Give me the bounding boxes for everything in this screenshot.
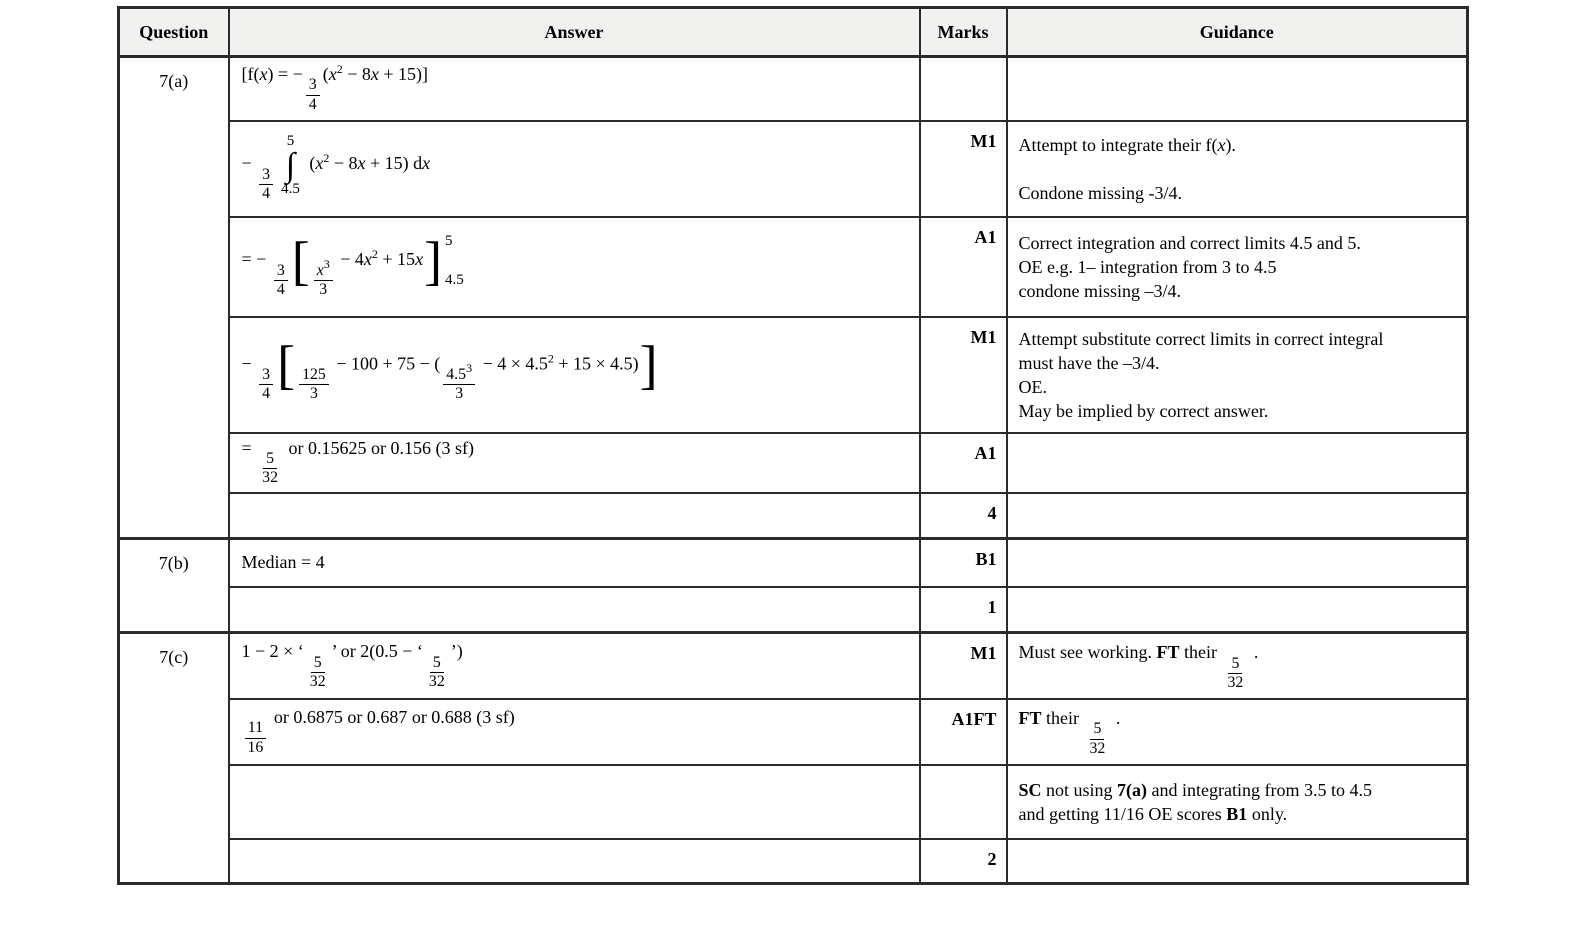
fraction: $\frac{125}{3}$ — [299, 366, 329, 403]
guidance-line: OE e.g. 1– integration from 3 to 4.5 — [1018, 256, 1277, 277]
answer-cell: − $\frac{3}{4}$ 5 ∫ 4.5 $(x^2 - 8x + 15)$ dx — [229, 121, 920, 217]
table-row — [119, 317, 1468, 433]
fraction: $\frac{11}{16}$ — [245, 719, 267, 756]
question-label-7a: 7(a) — [119, 57, 229, 539]
guidance-cell — [1007, 839, 1468, 884]
guidance-cell — [1007, 317, 1468, 433]
header-row — [119, 8, 1468, 57]
table-row — [119, 699, 1468, 765]
table-row — [119, 765, 1468, 839]
answer-cell — [229, 493, 920, 539]
bracket-limits: 5 4.5 — [445, 232, 464, 288]
table-row — [119, 121, 1468, 217]
answer-cell: − $\frac{3}{4}$ [ $\frac{125}{3}$ − 100 + 75 − ( $\frac{4.5^3}{3}$ − $4 \times 4.5^2 + 15 \times 4.5$)] — [229, 317, 920, 433]
mark-cell: M1 — [920, 317, 1007, 433]
guidance-line: condone missing –3/4. — [1018, 280, 1181, 301]
superscript: 2 — [323, 151, 330, 166]
fraction: $\frac{5}{32}$ — [262, 450, 278, 487]
header-question: Question — [119, 8, 229, 57]
superscript: 2 — [547, 351, 554, 366]
answer-cell — [229, 587, 920, 633]
guidance-line — [1019, 157, 1459, 181]
guidance-cell — [1007, 493, 1468, 539]
table-row — [119, 57, 1468, 121]
question-label-7c: 7(c) — [119, 633, 229, 884]
guidance-cell — [1007, 433, 1468, 493]
guidance-line: FT their $\frac{5}{32}$ . — [1018, 707, 1121, 757]
mark-cell: M1 — [920, 121, 1007, 217]
mark-cell: M1 — [920, 633, 1007, 699]
guidance-cell — [1007, 765, 1468, 839]
mark-cell — [920, 57, 1007, 121]
fraction: $\frac{5}{32}$ — [428, 653, 445, 690]
superscript: 3 — [323, 256, 330, 271]
guidance-cell — [1007, 539, 1468, 587]
fraction: $\frac{3}{4}$ — [306, 76, 320, 113]
mark-cell — [920, 765, 1007, 839]
answer-cell: Median = 4 — [229, 539, 920, 587]
mark-cell: 4 — [920, 493, 1007, 539]
guidance-line: Attempt substitute correct limits in correct integral — [1018, 328, 1384, 349]
fraction: $\frac{3}{4}$ — [259, 366, 273, 403]
guidance-cell — [1007, 633, 1468, 699]
answer-cell: = − $\frac{3}{4}$ [ $\frac{x^3}{3}$ − $4x^2 + 15x$] 5 4.5 — [229, 217, 920, 317]
fraction: $\frac{4.5^3}{3}$ — [443, 366, 475, 403]
guidance-line: Condone missing -3/4. — [1018, 182, 1183, 203]
table-row — [119, 539, 1468, 587]
superscript: 3 — [466, 360, 473, 375]
table-row — [119, 433, 1468, 493]
fraction: $\frac{x^3}{3}$ — [314, 262, 333, 299]
answer-cell: [f(x) = − $\frac{3}{4}$ $(x^2 - 8x + 15)$] — [229, 57, 920, 121]
big-bracket: ] — [639, 334, 658, 395]
answer-cell — [229, 839, 920, 884]
integral-upper-limit: 5 — [286, 133, 295, 150]
guidance-line: Must see working. FT their $\frac{5}{32}$ . — [1018, 642, 1259, 691]
mark-cell: 1 — [920, 587, 1007, 633]
guidance-line: OE. — [1018, 376, 1047, 397]
mark-cell: B1 — [920, 539, 1007, 587]
mark-cell: A1 — [920, 217, 1007, 317]
table-row — [119, 839, 1468, 884]
guidance-line: and getting 11/16 OE scores B1 only. — [1018, 803, 1288, 824]
big-bracket: ] — [424, 230, 443, 291]
guidance-line: must have the –3/4. — [1018, 352, 1160, 373]
guidance-line: SC not using 7(a) and integrating from 3.5 to 4.5 — [1018, 779, 1372, 800]
mark-cell: A1 — [920, 433, 1007, 493]
integral-lower-limit: 4.5 — [281, 181, 300, 198]
superscript: 2 — [336, 61, 343, 76]
fraction: $\frac{5}{32}$ — [1227, 654, 1244, 691]
table-row — [119, 587, 1468, 633]
fraction: $\frac{5}{32}$ — [309, 653, 326, 690]
guidance-line: May be implied by correct answer. — [1018, 400, 1269, 421]
header-marks: Marks — [920, 8, 1007, 57]
table-row — [119, 633, 1468, 699]
guidance-line: Correct integration and correct limits 4.5 and 5. — [1018, 232, 1361, 253]
mark-scheme-table — [117, 6, 1469, 885]
table-row — [119, 217, 1468, 317]
big-bracket: [ — [291, 230, 310, 291]
header-guidance: Guidance — [1007, 8, 1468, 57]
guidance-cell — [1007, 217, 1468, 317]
answer-cell — [229, 765, 920, 839]
answer-cell: $\frac{11}{16}$ or 0.6875 or 0.687 or 0.688 (3 sf) — [229, 699, 920, 765]
guidance-cell — [1007, 699, 1468, 765]
table-row — [119, 493, 1468, 539]
question-label-7b: 7(b) — [119, 539, 229, 633]
answer-cell: = $\frac{5}{32}$ or 0.15625 or 0.156 (3 sf) — [229, 433, 920, 493]
answer-cell: 1 − 2 × ‘ $\frac{5}{32}$ ’ or 2(0.5 − ‘ $\frac{5}{32}$ ’) — [229, 633, 920, 699]
guidance-cell — [1007, 121, 1468, 217]
integral-sign: ∫ — [285, 146, 296, 184]
guidance-cell — [1007, 587, 1468, 633]
superscript: 2 — [371, 247, 378, 262]
fraction: $\frac{3}{4}$ — [274, 262, 288, 299]
big-bracket: [ — [277, 334, 296, 395]
integral-with-limits — [281, 133, 300, 197]
fraction: $\frac{3}{4}$ — [259, 166, 273, 203]
mark-cell: 2 — [920, 839, 1007, 884]
fraction: $\frac{5}{32}$ — [1089, 720, 1106, 757]
mark-cell: A1FT — [920, 699, 1007, 765]
header-answer: Answer — [229, 8, 920, 57]
guidance-cell — [1007, 57, 1468, 121]
guidance-line: Attempt to integrate their f(x). — [1018, 134, 1236, 155]
